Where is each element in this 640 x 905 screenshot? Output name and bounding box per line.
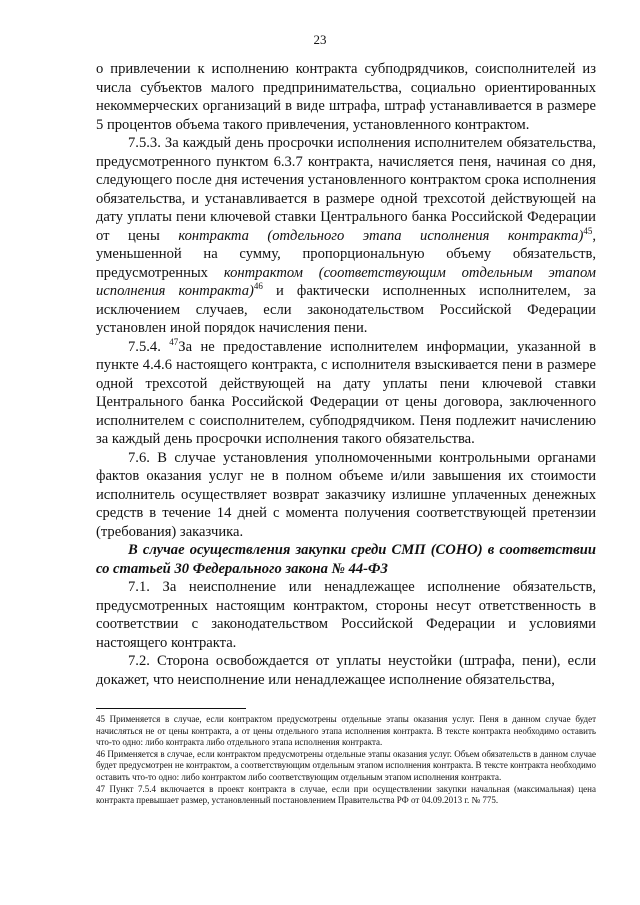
section-heading: В случае осуществления закупки среди СМП (СОНО) в соответствии со статьей 30 Федерального закона № 44-ФЗ xyxy=(96,542,596,577)
footnote-ref-47: 47 xyxy=(169,336,179,347)
footnote-separator xyxy=(96,708,246,709)
italic-text: контракта (отдельного этапа исполнения контракта) xyxy=(178,227,584,244)
footnote-46: 46 Применяется в случае, если контрактом предусмотрены отдельные этапы оказания услуг. Объем обязательств в данном случае будет предусмотрен не контрактом, а соответствующим отдельным этапом исполнения контракта. В тексте контракта необходимо оставить что-то одно: либо контрактом либо соответствующим отдельным этапом исполнения контракта. xyxy=(96,748,596,782)
footnote-47: 47 Пункт 7.5.4 включается в проект контракта в случае, если при осуществлении закупки начальная (максимальная) цена контракта превышает размер, установленный постановлением Правительства РФ от 04.09.2013 г. № 775. xyxy=(96,783,596,806)
paragraph-7-5-4 xyxy=(96,338,596,449)
footnotes xyxy=(96,714,596,807)
footnote-ref-45: 45 xyxy=(583,225,593,236)
paragraph-7-5-3 xyxy=(96,134,596,338)
document-body xyxy=(96,60,596,689)
paragraph-text: , уменьшенной на сумму, пропорциональную объему обязательств, предусмотренных xyxy=(96,227,596,281)
paragraph-continuation: о привлечении к исполнению контракта субподрядчиков, соисполнителей из числа субъектов малого предпринимательства, социально ориентированных некоммерческих организаций в виде штрафа, штраф устанавливается в размере 5 процентов объема такого привлечения, установленного контрактом. xyxy=(96,61,596,133)
paragraph-text: и фактически исполненных исполнителем, за исключением случаев, если законодательством Российской Федерации установлен иной порядок начисления пени. xyxy=(96,283,596,336)
paragraph-text: 7.5.4. xyxy=(128,338,170,355)
paragraph-7-1: 7.1. За неисполнение или ненадлежащее исполнение обязательств, предусмотренных настоящим контрактом, стороны несут ответственность в соответствии с законодательством Российской Федерации и условиями настоящего контракта. xyxy=(96,579,596,651)
paragraph-text: 7.5.3. За каждый день просрочки исполнения исполнителем обязательства, предусмотренного пунктом 6.3.7 контракта, начисляется пеня, начиная со дня, следующего после дня истечения установленного контрактом срока исполнения обязательства, и устанавливается в размере одной трехсотой действующей на дату уплаты пени ключевой ставки Центрального банка Российской Федерации от цены xyxy=(96,135,596,244)
paragraph-7-6: 7.6. В случае установления уполномоченными контрольными органами фактов оказания услуг не в полном объеме и/или завышения их стоимости исполнитель осуществляет возврат заказчику излишне уплаченных денежных средств в течение 14 дней с момента получения соответствующей претензии (требования) заказчика. xyxy=(96,449,596,540)
paragraph-7-2: 7.2. Сторона освобождается от уплаты неустойки (штрафа, пени), если докажет, что неисполнение или ненадлежащее исполнение обязательства, xyxy=(96,653,596,688)
footnote-45: 45 Применяется в случае, если контрактом предусмотрены отдельные этапы оказания услуг. Пеня в данном случае будет начисляться не от цены контракта, а от цены отдельного этапа исполнения контракта. В тексте контракта необходимо оставить что-то одно: либо контракта либо отдельного этапа исполнения контракта. xyxy=(96,714,596,748)
paragraph-text: За не предоставление исполнителем информации, указанной в пункте 4.4.6 настоящего контракта, с исполнителя взыскивается пени в размере одной трехсотой действующей на дату уплаты пени ключевой ставки Центрального банка Российской Федерации от цены договора, заключенного исполнителем с соисполнителем, субподрядчиком. Пеня подлежит начислению за каждый день просрочки исполнения такого обязательства. xyxy=(96,338,597,447)
footnote-ref-46: 46 xyxy=(253,281,263,292)
italic-text: контрактом (соответствующим отдельным этапом исполнения контракта) xyxy=(96,264,597,299)
page-number: 23 xyxy=(313,32,327,47)
